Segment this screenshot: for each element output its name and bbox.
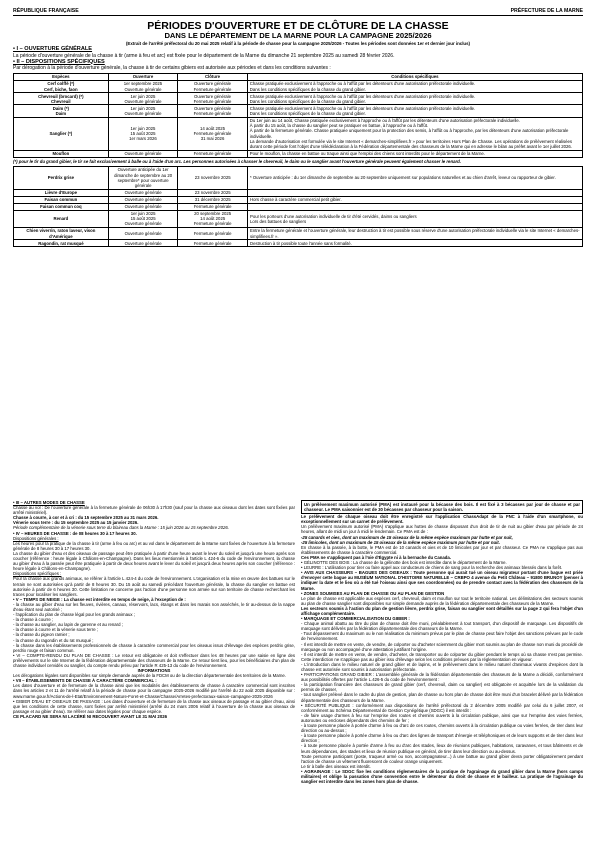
open-cell: Ouverture générale xyxy=(108,196,178,203)
close-cell: Ouverture générale Fermeture générale xyxy=(178,80,248,92)
open-cell: 1er juin 2025 15 août 2025 Ouverture générale xyxy=(108,210,178,227)
section-title-1: • I – OUVERTURE GÉNÉRALE xyxy=(13,46,93,52)
species-cell: Faisan commun coq xyxy=(14,203,109,210)
conditions-cell xyxy=(247,189,582,196)
close-cell: Fermeture générale xyxy=(178,203,248,210)
paragraph: Les dérogations légales sont disponibles sur simple demande auprès de la FDCM ou de la direction départementale des territoires de la Marne. xyxy=(13,673,287,679)
paragraph: Les secteurs soumis à l'action du plan de gestion lièvre, perdrix grise, faisan ou sanglier sont détaillés sur la page 2 qui fera l'objet d'un affichage complémentaire. xyxy=(301,605,583,616)
table-row xyxy=(14,210,583,227)
open-cell: Ouverture générale xyxy=(108,227,178,239)
table-row xyxy=(14,80,583,92)
paragraph: • SÉCURITÉ PUBLIQUE : conformément aux dispositions de l'arrêté préfectoral du 2 décembre 2005 modifié par celui du 6 juillet 2007, et conformément au Schéma Départemental de Gestion Cynégétique (SDGC) il est interdit : - de faire usage d'armes à feu sur l'emprise des routes et chemins ouverts à la circulation publique, ainsi que sur l'emprise des voies ferrées, autoroutes ou encloses dépendants des chemins de fer ; - à toute personne placée à portée d'arme à feu ou d'arc de ces routes, chemins ouverts à la circulation publique ou voies ferrées, de tirer dans leur direction ou au-dessus ; - à toute personne placée à portée d'arme à feu ou d'arc des lignes de transport d'énergie et téléphoniques et de leurs supports et de tirer dans leur direction ; - à toute personne placée à portée d'arme à feu ou d'arc des stades, lieux de réunions publiques, habitations, caravanes, et tous bâtiments et de leurs dépendances, des stades et lieux de réunion publique en général, de tirer dans leur direction ou au-dessus. Toute personne participant (poste, traqueur armé ou non, accompagnateur...) à une battue au grand gibier devra porter obligatoirement pendant l'action de chasse un vêtement fluorescent de couleur orange uniquement. Le tir à balle des oiseaux est interdit. xyxy=(301,702,583,769)
col-conditions: Conditions spécifiques xyxy=(247,74,582,81)
open-cell: 1er juin 2025 15 août 2025 1er mars 2026 xyxy=(108,117,178,150)
table-header-row xyxy=(14,74,583,81)
close-cell: Fermeture générale xyxy=(178,150,248,157)
paragraph: Les dates d'ouverture et de fermeture de la chasse ainsi que les modalités des établissements de chasse à caractère commercial sont inscrites dans les articles 2 et 11 de l'arrêté relatif à la période de chasse pour la campagne 2025-2026 modifié par l'arrêté du 22 août 2025 disponible sur : www.marne.gouv.fr/Actions-de-l-Etat/Environnement-Nature-Foret-et-Chasse/Chasse/Arretes-prefectoraux-saison-campagne-2025-2026 xyxy=(13,683,295,699)
conditions-cell: Du 1er juin au 14 août, Chasse pratiquée exclusivement à l'approche ou à l'affût par les détenteurs d'une autorisation préfectorale individuelle. À partir du 15 août, la chasse du sanglier peut se pratiquer en battue, à l'approche ou à l'affût. À partir de la fermeture générale. Chasse pratiquée uniquement pour la protection des semis, à l'affût ou à l'approche, par les détenteurs d'une autorisation préfectorale individuelle. La demande d'autorisation est formulée via le site Internet « demarches-simplifiees.fr » pour les territoires Hors Plan de Chasse. Les opérations de prélèvement réalisées durant cette période font l'objet d'une télédéclaration à la Fédération départementale des chasseurs de la Marne qui en adresse le bilan au préfet avant le 1er juillet 2026. xyxy=(247,117,582,150)
table-row xyxy=(14,196,583,203)
species-cell: Sanglier (*) xyxy=(14,117,109,150)
species-cell: Faisan commun xyxy=(14,196,109,203)
conditions-cell: * Ouverture anticipée : du 1er dimanche de septembre au 20 septembre uniquement sur populations naturelles et au chien d'arrêt, leveur ou rapporteur de gibier. xyxy=(247,167,582,190)
paragraph: Un prélèvement maximum autorisé (PMA) est instauré pour la bécasse des bois. Il est fixé à 3 bécasses par jour de chasse et par chasseur. Le PMA saisonnier est de 30 bécasses par chasseur pour la saison. xyxy=(301,500,583,514)
paragraph: Chasse au vol : De l'ouverture générale à la fermeture générale de 06h30 à 17h30 (sauf pour la chasse aux oiseaux dont les dates sont fixées par arrêté ministériel). xyxy=(13,505,295,516)
species-table xyxy=(13,73,583,158)
paragraph: Les heures pour la pratique de la chasse à tir (arme à feu ou arc) et au vol dans le département de la Marne sont fixées de l'ouverture à la fermeture générale de 8 heures 30 à 17 heures 30. xyxy=(13,540,295,551)
species-cell: Ragondin, rat musqué xyxy=(14,240,109,247)
conditions-cell: Pour le mouflon, la chasse en battue ou traque ainsi que l'emploi des chiens sont interdits pour le département de la Marne. xyxy=(247,150,582,157)
close-cell: Ouverture générale Fermeture générale xyxy=(178,93,248,105)
conditions-cell: Entre la fermeture générale et l'ouverture générale, leur destruction à tir est possible sous réserve d'une autorisation préfectorale individuelle via le site Internet « demarches-simplifiees.fr ». xyxy=(247,227,582,239)
paragraph: Dispositions générales : xyxy=(13,535,59,541)
col-species: Espèces xyxy=(14,74,109,81)
open-cell: 1er juin 2025 Ouverture générale xyxy=(108,105,178,117)
paragraph: • VI – COMPTE-RENDU DU PLAN DE CHASSE : Le retour est obligatoire et doit s'effectuer dans les 48 heures par une saisie en ligne des prélèvements sur le site Internet de la fédération départementale des chasseurs de la Marne. Ce retour tient lieu, pour les bénéficiaires d'un plan de chasse individuel cervidés ou sanglier, du compte rendu prévu par l'article R 425-13 du code de l'environnement. xyxy=(13,652,295,668)
conditions-cell: Hors chasse à caractère commercial petit gibier. xyxy=(247,196,582,203)
paragraph: En chasse à la passée, à la botte, le PMA est de 10 canards et oies et de 10 limicoles par jour et par chasseur. Ce PMA ne s'applique pas aux établissements de chasse à caractère commercial. xyxy=(301,544,583,555)
close-cell: 31 décembre 2025 xyxy=(178,196,248,203)
header-left: RÉPUBLIQUE FRANÇAISE xyxy=(13,8,79,14)
paragraph: CE PLACARD NE SERA NI LACÉRÉ NI RECOUVERT AVANT LE 31 MAI 2026 xyxy=(13,713,167,719)
table-row xyxy=(14,105,583,117)
paragraph: • III – AUTRES MODES DE CHASSE xyxy=(13,500,85,505)
right-column xyxy=(301,500,583,784)
close-cell: Fermeture générale xyxy=(178,240,248,247)
paragraph: Vénerie sous terre : du 15 septembre 2025 au 15 janvier 2026. xyxy=(13,520,139,526)
paragraph: - la chasse au gibier d'eau sur les fleuves, rivières, canaux, réservoirs, lacs, étangs et dans les marais non asséchés, le tir au-dessus de la nappe d'eau étant seul autorisé ; - l'application du plan de chasse légal pour les grands animaux ; - la chasse à courre ; - la chasse au sanglier, au lapin de garenne et au renard ; - la chasse à courre et la vénerie sous terre ; - la chasse du pigeon ramier ; - la chasse du ragondin et du rat musqué ; - la chasse dans les établissements professionnels de chasse à caractère commercial pour les oiseaux issus d'élevage des espèces perdrix grise, perdrix rouge et faisan commun. xyxy=(13,601,295,653)
conditions-cell: Pour les porteurs d'une autorisation individuelle de tir d'été cervidés, daims ou sangliers Lors des battues de sangliers xyxy=(247,210,582,227)
table-row xyxy=(14,203,583,210)
table-row xyxy=(14,167,583,190)
paragraph: Le prélèvement de chaque oiseau doit être enregistré sur l'application ChassAdapt de la FNC à l'aide d'un smartphone, ou exceptionnellement sur un carnet de prélèvement. xyxy=(301,514,583,525)
paragraph: Dispositions spécifiques : xyxy=(13,571,62,577)
paragraph: • AVIS AUX CHASSEURS – BAGUES DES OISEAUX : Toute personne qui aurait tué un oiseau migrateur portant d'une bague est priée d'envoyer cette bague au MUSÉUM NATIONAL D'HISTOIRE NATURELLE – CRBPO 4 avenue du Petit Château – 91800 BRUNOY (penser à indiquer la date et le lieu où a été tué l'oiseau ainsi que ses coordonnées) ou de prendre contact avec la fédération des chasseurs de la Marne. xyxy=(301,570,583,591)
conditions-cell: Chasse pratiquée exclusivement à l'approche ou à l'affût par les détenteurs d'une autorisation préfectorale individuelle. Dans les conditions spécifiques de la chasse du grand gibier. xyxy=(247,105,582,117)
col-close: Clôture xyxy=(178,74,248,81)
paragraph: • GÉLINOTTE DES BOIS : La chasse de la gélinotte des bois est interdite dans le département de la Marne. xyxy=(301,560,507,566)
open-cell: Ouverture générale xyxy=(108,240,178,247)
open-cell: Ouverture générale xyxy=(108,189,178,196)
close-cell: Fermeture générale xyxy=(178,227,248,239)
conditions-cell xyxy=(247,203,582,210)
table-row xyxy=(14,227,583,239)
close-cell: 14 août 2025 Fermeture générale 31 mai 2026 xyxy=(178,117,248,150)
table-row xyxy=(14,117,583,150)
page-subtitle: DANS LE DÉPARTEMENT DE LA MARNE POUR LA CAMPAGNE 2025/2026 xyxy=(164,31,432,40)
section-text-2: Par dérogation à la période d'ouverture générale, la chasse à tir de certains gibiers est autorisée aux périodes et dans les conditions suivantes : xyxy=(13,65,331,71)
paragraph: Un prélèvement maximum autorisé (PMA) s'applique aux huttes de chasse disposant d'un droit de tir de nuit au gibier d'eau par période de 24 heures, allant de midi un jour à midi le lendemain. Ce PMA est de : xyxy=(301,524,583,535)
paragraph: • AGRAINAGE : Le SDGC fixe les conditions réglementaires de la pratique de l'agrainage du grand gibier dans la Marne (hors camps militaires) et oblige la passation d'une convention entre le détenteur du droit de chasse et le bailleur. La pratique de l'agrainage du sanglier est interdite dans les zones hors plan de chasse. xyxy=(301,768,583,785)
species-cell: Perdrix grise xyxy=(14,167,109,190)
table-row xyxy=(14,189,583,196)
paragraph: - Chaque animal abattu au titre du plan de chasse doit être muni, préalablement à tout transport, d'un dispositif de marquage. Les dispositifs de marquage sont délivrés par la fédération départementale des chasseurs de la Marne. - Tout dépassement du maximum ou le non réalisation du minimum prévus par le plan de chasse peut faire l'objet des sanctions prévues par le code de l'environnement. - Il est interdit de mettre en vente, de vendre, de colporter ou d'acheter sciemment du gibier mort soumis au plan de chasse non muni du procédé de marquage ou non accompagné d'une attestation justifiant l'origine. - Il est interdit de mettre en vente, de vendre, d'acheter, de transporter ou de colporter du gibier pendant le temps où sa chasse n'est pas permise. Cette interdiction ne s'applique pas au gibier issu d'élevage selon les conditions prévues par la réglementation en vigueur. - L'introduction dans le milieu naturel de grand gibier et de lapins, et le prélèvement dans le milieu naturel d'animaux vivants d'espèces dont la chasse est autorisée sont soumis à autorisation préfectorale. xyxy=(301,621,583,672)
conditions-cell: Chasse pratiquée exclusivement à l'approche ou à l'affût par les détenteurs d'une autorisation préfectorale individuelle. Dans les conditions spécifiques de la chasse du grand gibier. xyxy=(247,93,582,105)
paragraph: Chasse à courre, à cor et à cri : du 15 septembre 2025 au 31 mars 2026. xyxy=(13,515,159,521)
close-cell: 20 septembre 2025 14 août 2025 Fermeture générale xyxy=(178,210,248,227)
paragraph: INFORMATIONS xyxy=(137,668,171,674)
paragraph: La chasse du gibier d'eau et des oiseaux de passage peut être pratiquée à partir d'une heure avant le lever du soleil et jusqu'à une heure après son coucher (référence : heure légale à Châlons-en-Champagne). Dans les lieux mentionnés à l'article L 424-6 du code de l'environnement, la chasse au gibier d'eau à la passée peut être pratiquée à partir de deux heures avant le lever du soleil et jusqu'à deux heures après son coucher (référence : heure légale à Châlons-en-Champagne). xyxy=(13,550,295,572)
paragraph: • PARTICIPATIONS GRAND GIBIER : L'assemblée générale de la fédération départementale des chasseurs de la Marne a décidé, conformément aux possibilités offertes par l'article L.426-5 du code de l'environnement : - la participation financière des chasseurs de grand gibier (cerf, chevreuil, daim ou sanglier) est obligatoire et acquittée lors de la validation du permis de chasser, - tout sanglier prélevé dans le cadre du plan de gestion, plan de chasse ou hors plan de chasse doit être muni d'un bracelet délivré par la fédération départementale des chasseurs de la Marne. xyxy=(301,672,583,703)
paragraph: • V – TEMPS DE NEIGE : La chasse est interdite en temps de neige, à l'exception de : xyxy=(13,596,186,602)
species-cell: Chevreuil (brocard) (*) Chevreuil xyxy=(14,93,109,105)
paragraph: Le plan de chasse est applicable aux espèces cerf, chevreuil, daim et mouflon sur tout le territoire national. Les délimitations des secteurs soumis au plan de chasse sanglier sont disponibles sur simple demande auprès de la fédération départementale des chasseurs de la Marne. xyxy=(301,595,583,606)
close-cell: Ouverture générale Fermeture générale xyxy=(178,105,248,117)
page-header xyxy=(13,8,583,16)
species-table-2 xyxy=(13,166,583,247)
header-right: PRÉFECTURE DE LA MARNE xyxy=(510,8,583,14)
open-cell: 1er septembre 2025 Ouverture générale xyxy=(108,80,178,92)
left-column xyxy=(13,500,295,784)
paragraph: Période complémentaire de la vénerie sous terre du blaireau dans la Marne : 15 juin 2026 au 15 septembre 2026. xyxy=(13,525,229,531)
paragraph: • MARQUAGE ET COMMERCIALISATION DU GIBIER : xyxy=(301,616,410,622)
paragraph: • LEURRE : L'utilisation pour tirer ou faire appel aux conducteurs de chiens de sang pour la recherche des animaux blessés dans la forêt. xyxy=(301,565,563,571)
paragraph: • GIBIER D'EAU ET OISEAUX DE PASSAGE : Les dates d'ouverture et de fermeture de la chasse aux oiseaux de passage et au gibier d'eau, ainsi que les conditions de cette chasse, sont fixées par arrêté ministériel (arrêté du 24 mars 2006 relatif à l'ouverture de la chasse aux oiseaux de passage et au gibier d'eau). Se référer aux dates légales pour chaque espèce. xyxy=(13,698,295,714)
open-cell: 1er juin 2025 Ouverture générale xyxy=(108,93,178,105)
close-cell: 23 novembre 2025 xyxy=(178,189,248,196)
close-cell: 23 novembre 2025 xyxy=(178,167,248,190)
table-row xyxy=(14,93,583,105)
paragraph: • ZONES SOUMISES AU PLAN DE CHASSE OU AU PLAN DE GESTION xyxy=(301,590,445,596)
open-cell: Ouverture anticipée du 1er dimanche de septembre au 20 septembre* pour ouverture générale xyxy=(108,167,178,190)
page-title: PÉRIODES D'OUVERTURE ET DE CLÔTURE DE LA CHASSE xyxy=(147,20,449,32)
col-open: Ouverture xyxy=(108,74,178,81)
species-cell: Renard xyxy=(14,210,109,227)
open-cell: Ouverture générale xyxy=(108,203,178,210)
species-cell: Chien viverrin, raton laveur, vison d'Amérique xyxy=(14,227,109,239)
extract-note: (Extrait de l'arrêté préfectoral du 20 mai 2025 relatif à la période de chasse pour la campagne 2025/2026 - Toutes les périodes sont données 1er et dernier jour inclus) xyxy=(125,40,471,46)
species-cell: Cerf colffé (*) Cerf, biche, faon xyxy=(14,80,109,92)
species-cell: Lièvre d'Europe xyxy=(14,189,109,196)
paragraph: Ces PMA ne s'appliquent pas à l'oie d'Égypte ni à la bernache du Canada. xyxy=(301,554,451,560)
section-text-1: La période d'ouverture générale de la chasse à tir (arme à feu et arc) est fixée pour le département de la Marne du dimanche 21 septembre 2025 au samedi 28 février 2026. xyxy=(13,52,395,59)
section-title-2: • II – DISPOSITIONS SPÉCIFIQUES xyxy=(13,58,105,65)
conditions-cell: Chasse pratiquée exclusivement à l'approche ou à l'affût par les détenteurs d'une autorisation préfectorale individuelle. Dans les conditions spécifiques de la chasse du grand gibier. xyxy=(247,80,582,92)
open-cell: Ouverture générale xyxy=(108,150,178,157)
paragraph: Pour la chasse aux grands animaux, se référer à l'article L 424-4 du code de l'environnement. L'organisation et la mise en œuvre des battues sur le terrain ne sont autorisées qu'à partir de 8 heures 30. Du 15 août au samedi précédant l'ouverture générale, la chasse du sanglier en battue est autorisée à partir de 6 heures 30. Cette limitation ne concerne pas l'action d'une personne non armée sur son territoire de chasse recherchant les traces pour localiser les sangliers. xyxy=(13,576,295,597)
paragraph: • VII – ÉTABLISSEMENTS DE CHASSE À CARACTÈRE COMMERCIAL : xyxy=(13,678,157,684)
conditions-cell: Destruction à tir possible toute l'année sans formalité. xyxy=(247,240,582,247)
paragraph: • IV – HEURES DE CHASSE : de 08 heures 30 à 17 heures 30. xyxy=(13,530,137,536)
table-footnote: (*) pour le tir du grand gibier, le tir se fait exclusivement à balle ou à l'aide d'un arc. Les personnes autorisées à chasser le chevreuil, le daim ou le sanglier avant l'ouverture générale peuvent également chasser le renard. xyxy=(13,158,461,164)
paragraph: -25 canards et oies, dont un maximum de 15 oiseaux de la même espèce maximum par hutte et par nuit, -25 limicoles, dont un maximum de 15 oiseaux de la même espèce maximum par hutte et par nuit. xyxy=(301,534,513,545)
two-column-text xyxy=(13,500,583,784)
species-cell: Mouflon xyxy=(14,150,109,157)
table-row xyxy=(14,150,583,157)
table-row xyxy=(14,240,583,247)
species-cell: Daim (*) Daim xyxy=(14,105,109,117)
